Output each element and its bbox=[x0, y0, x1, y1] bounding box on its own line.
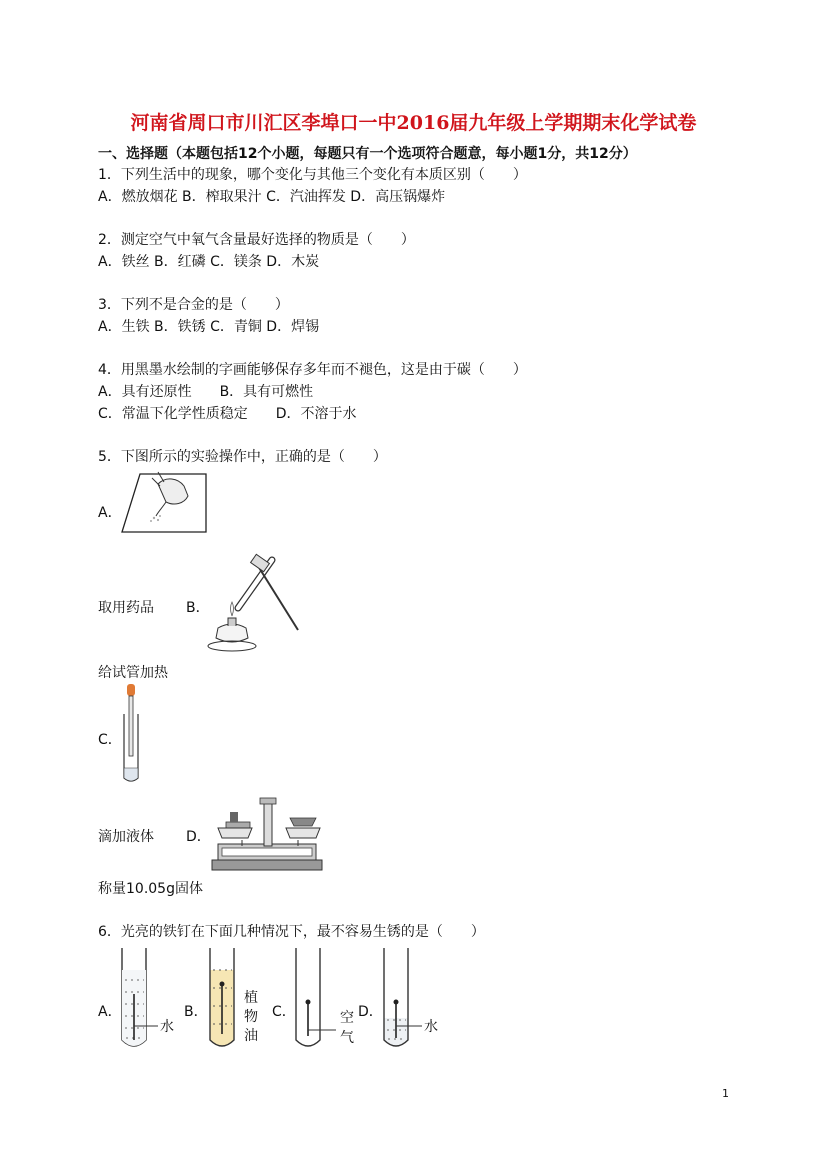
q6-a-water-label: 水 bbox=[160, 1019, 174, 1035]
q5-b-caption: 给试管加热 bbox=[98, 665, 168, 681]
take-reagent-by-hand-figure bbox=[118, 466, 210, 534]
q6-stem: 6．光亮的铁钉在下面几种情况下，最不容易生锈的是（ ） bbox=[98, 924, 485, 940]
q5-c-label: C． bbox=[98, 732, 122, 748]
q5-c-caption: 滴加液体 bbox=[98, 829, 154, 845]
q6-d-label: D． bbox=[358, 1004, 383, 1020]
exam-title: 河南省周口市川汇区李埠口一中2016届九年级上学期期末化学试卷 bbox=[130, 112, 697, 134]
q6-c-label: C． bbox=[272, 1004, 296, 1020]
dropping-liquid-figure bbox=[118, 684, 146, 786]
q3-stem: 3．下列不是合金的是（ ） bbox=[98, 297, 289, 313]
q6-air-char-1: 空 bbox=[340, 1010, 354, 1026]
q6-oil-char-2: 物 bbox=[244, 1009, 258, 1025]
q4-stem: 4．用黑墨水绘制的字画能够保存多年而不褪色，这是由于碳（ ） bbox=[98, 362, 527, 378]
q5-stem: 5．下图所示的实验操作中，正确的是（ ） bbox=[98, 449, 387, 465]
q6-b-label: B． bbox=[184, 1004, 208, 1020]
q3-options: A．生铁 B．铁锈 C．青铜 D．焊锡 bbox=[98, 319, 320, 335]
q5-b-label: B． bbox=[186, 600, 210, 616]
q2-options: A．铁丝 B．红磷 C．镁条 D．木炭 bbox=[98, 254, 320, 270]
page-number: 1 bbox=[722, 1087, 729, 1100]
q5-d-caption: 称量10.05g固体 bbox=[98, 881, 203, 897]
q1-stem: 1．下列生活中的现象，哪个变化与其他三个变化有本质区别（ ） bbox=[98, 167, 527, 183]
q5-a-label: A． bbox=[98, 505, 122, 521]
q6-a-label: A． bbox=[98, 1004, 122, 1020]
q6-oil-char-3: 油 bbox=[244, 1028, 258, 1044]
q6-tube-a-water-figure bbox=[118, 940, 188, 1056]
q5-d-label: D． bbox=[186, 829, 211, 845]
q6-tube-c-air-figure bbox=[292, 940, 362, 1056]
balance-scale-figure bbox=[208, 794, 326, 874]
q6-oil-char-1: 植 bbox=[244, 990, 258, 1006]
q6-d-water-label: 水 bbox=[424, 1019, 438, 1035]
q5-a-caption: 取用药品 bbox=[98, 600, 154, 616]
q6-tube-b-oil-figure bbox=[206, 940, 270, 1056]
q6-tube-d-half-water-figure bbox=[380, 940, 442, 1056]
q1-options: A．燃放烟花 B．榨取果汁 C．汽油挥发 D．高压锅爆炸 bbox=[98, 189, 446, 205]
q4-options-ab: A．具有还原性 B．具有可燃性 bbox=[98, 384, 314, 400]
q6-air-char-2: 气 bbox=[340, 1030, 354, 1046]
section-heading: 一、选择题（本题包括12个小题，每题只有一个选项符合题意，每小题1分，共12分） bbox=[98, 146, 637, 162]
q4-options-cd: C．常温下化学性质稳定 D．不溶于水 bbox=[98, 406, 357, 422]
q2-stem: 2．测定空气中氧气含量最好选择的物质是（ ） bbox=[98, 232, 415, 248]
heating-test-tube-figure bbox=[202, 550, 302, 658]
